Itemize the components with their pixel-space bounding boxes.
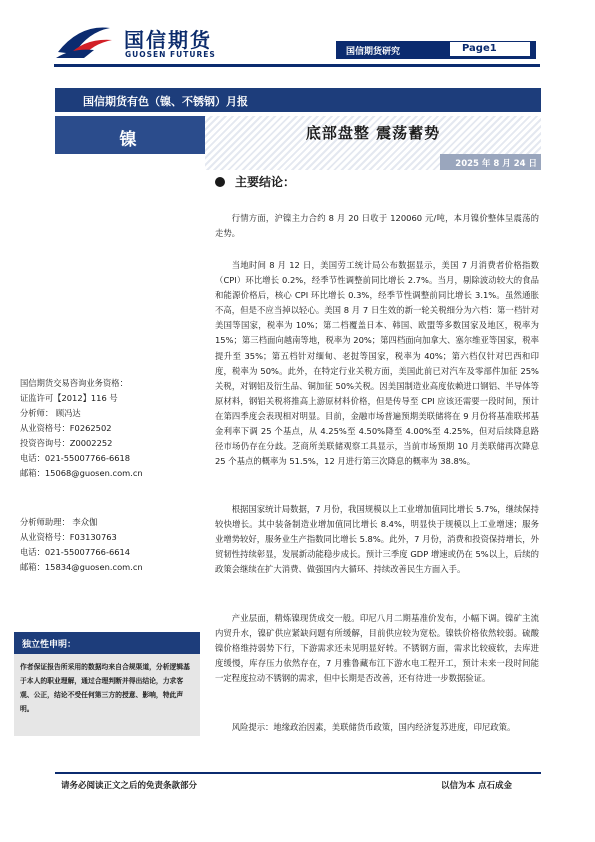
header-label-box [336, 41, 536, 59]
license-number: 证监许可【2012】116 号 [20, 393, 118, 403]
topic-block [55, 116, 205, 154]
analyst-phone: 电话：021-55007766-6618 [20, 453, 131, 463]
topic-label: 镍 [119, 130, 141, 150]
qualification-label: 国信期货交易咨询业务资格： [20, 378, 128, 388]
disclaimer-title: 独立性申明： [22, 640, 77, 650]
paragraph-risk: 风险提示：地缘政治因素，美联储货币政策，国内经济复苏进度，印尼政策。 [231, 722, 516, 732]
analyst-consulting-id: 投资咨询号：Z0002252 [20, 438, 113, 448]
paragraph-macro-us: 当地时间 8 月 12 日，美国劳工统计局公布数据显示，美国 7 月消费者价格指数（CPI）环比增长 0.2%，经季节性调整前同比增长 2.7%。当月，剔除波动较大的食品和能源价格后，核心 CPI 环比增长 0.3%，经季节性调整前同比增长 3.1%。虽然通胀不高，但是不应当掉以轻心。美国 8 月 7 日生效的新一轮关税细分为六档：第一档针对美国等国家，税率为 10%；第二档覆盖日本、韩国、欧盟等多数国家及地区，税率为 15%；第三档面向越南等地，税率为 20%；第四档面向加拿大、塞尔维亚等国家，税率提升至 35%；第五档针对缅甸、老挝等国家，税率为 40%；第六档仅针对巴西和印度，税率为 50%。此外，在特定行业关税方面，美国此前已对汽车及零部件加征 25%关税，对钢铝及衍生品、铜加征 50%关税。因美国制造业高度依赖进口钢铝、半导体等原材料，钢铝关税将推高上游原材料价格，但是传导至 CPI 应该还需要一段时间，预计在第四季度会表现相对明显。目前，金融市场普遍预期美联储将在 9 月份将基准联邦基金利率下调 25 个基点，从 4.25%至 4.50%降至 4.00%至 4.25%，但对后续降息路径市场仍存在分歧。芝商所美联储观察工具显示，当前市场预期 10 月美联储再次降息 25 个基点的概率为 51.5%，12 月进行第三次降息的概率为 38.8%。 [215, 260, 539, 467]
section-title: 主要结论： [235, 175, 296, 189]
paragraph-macro-china: 根据国家统计局数据，7 月份，我国规模以上工业增加值同比增长 5.7%，继续保持较快增长。其中装备制造业增加值同比增长 8.4%，明显快于规模以上工业增速；服务业增势较好，服务业生产指数同比增长 5.8%。此外，7 月份，消费和投资保持增长，外贸韧性持续彰显，发展新动能稳步成长。预计三季度 GDP 增速或仍在 5%以上，后续的政策会继续在扩大消费、做强国内大循环、持续改善民生方面入手。 [215, 504, 539, 575]
disclaimer-box [14, 632, 200, 736]
assistant-phone: 电话：021-55007766-6614 [20, 547, 131, 557]
report-banner [55, 88, 541, 112]
footer-divider [55, 772, 541, 774]
report-date: 2025 年 8 月 24 日 [455, 159, 537, 169]
disclaimer-text: 作者保证报告所采用的数据均来自合规渠道，分析逻辑基于本人的职业理解，通过合理判断并得出结论，力求客观、公正，结论不受任何第三方的授意、影响，特此声明。 [20, 663, 190, 713]
assistant-qualification-id: 从业资格号：F03130763 [20, 532, 117, 542]
footer-slogan: 以信为本 点石成金 [441, 781, 512, 791]
paragraph-market: 行情方面，沪镍主力合约 8 月 20 日收于 120060 元/吨，本月镍价整体呈震荡的走势。 [215, 213, 539, 239]
assistant-info [20, 515, 200, 575]
page-number: Page1 [450, 42, 530, 56]
report-series-title: 国信期货有色（镍、不锈钢）月报 [83, 95, 248, 108]
paragraph-industry: 产业层面，精炼镍现货成交一般。印尼八月二期基准价发布，小幅下调。镍矿主流内贸升水，镍矿供应紧缺问题有所缓解，目前供应较为宽松。镍铁价格依然较弱。硫酸镍价格维持弱势下行，下游需求还未见明显好转。不锈钢方面，需求比较疲软，去库进度缓慢，库存压力依然存在，7 月雅鲁藏布江下游水电工程开工，预计未来一段时间能一定程度拉动不锈钢的需求，但中长期是否改善，还有待进一步数据验证。 [215, 613, 539, 684]
header-divider [54, 64, 540, 67]
guosen-logo-icon [54, 22, 116, 60]
analyst-info [20, 376, 200, 481]
assistant-name: 分析师助理： 李众伽 [20, 517, 98, 527]
disclaimer-header [14, 632, 200, 654]
report-headline: 底部盘整 震荡蓄势 [305, 124, 441, 142]
analyst-name: 分析师： 顾冯达 [20, 408, 81, 418]
footer-notice: 请务必阅读正文之后的免责条款部分 [61, 781, 198, 791]
header-company-label: 国信期货研究 [346, 47, 401, 57]
analyst-qualification-id: 从业资格号：F0262502 [20, 423, 112, 433]
bullet-icon [215, 177, 225, 187]
assistant-email: 邮箱：15834@guosen.com.cn [20, 562, 143, 572]
logo-english-name: GUOSEN FUTURES [125, 50, 216, 59]
analyst-email: 邮箱：15068@guosen.com.cn [20, 468, 143, 478]
logo-chinese-name: 国信期货 [124, 28, 212, 52]
logo [54, 20, 274, 62]
